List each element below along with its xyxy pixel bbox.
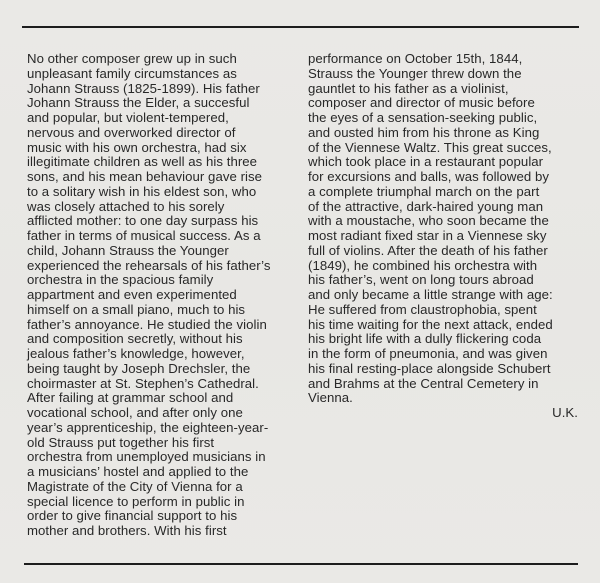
text-line: of the attractive, dark-haired young man [308,198,544,214]
text-line: music with his own orchestra, had six [27,139,247,155]
text-line: the eyes of a sensation-seeking public, [308,110,538,125]
text-line: being taught by Joseph Drechsler, the [27,360,251,376]
text-line: was closely attached to his sorely [27,198,225,214]
text-line: performance on October 15th, 1844, [308,51,523,66]
text-line: full of violins. After the death of his father [308,242,548,258]
text-line: sons, and his mean behaviour gave rise [27,169,263,184]
text-line: orchestra from unemployed musicians in [27,449,266,465]
text-line: order to give financial support to his [27,508,238,524]
text-line: father’s annoyance. He studied the violin [27,316,267,332]
text-line: illegitimate children as well as his three [27,154,258,170]
text-line: father in terms of musical success. As a [27,228,261,243]
text-line: child, Johann Strauss the Younger [27,242,229,258]
text-line: mother and brothers. With his first [27,523,227,538]
text-line: of the Viennese Waltz. This great succes, [308,139,552,155]
text-line: in the form of pneumonia, and was given [308,346,548,361]
text-line: his final resting-place alongside Schubert [308,360,551,376]
text-line: composer and director of music before [308,95,535,111]
author-initials: U.K. [552,405,578,420]
text-line: Johann Strauss (1825-1899). His father [27,80,260,96]
text-line: orchestra in the spacious family [27,272,214,288]
text-line: with a moustache, who soon became the [308,213,549,229]
text-line: He suffered from claustrophobia, spent [308,301,537,317]
text-line: afflicted mother: to one day surpass his [27,213,259,229]
text-line: a complete triumphal march on the part [308,183,540,199]
text-line: and Brahms at the Central Cemetery in [308,375,539,391]
text-line: nervous and overworked director of [27,124,236,140]
text-line: unpleasant family circumstances as [27,65,237,81]
text-line: year’s apprenticeship, the eighteen-year- [27,419,269,435]
text-line: and ousted him from his throne as King [308,124,540,140]
text-line: choirmaster at St. Stephen’s Cathedral. [27,375,259,391]
right-text-column [308,52,578,421]
text-line: No other composer grew up in such [27,51,237,66]
text-line: Johann Strauss the Elder, a succesful [27,95,250,111]
text-line: for excursions and balls, was followed by [308,169,550,184]
text-line: Magistrate of the City of Vienna for a [27,478,243,494]
text-line: gauntlet to his father as a violinist, [308,80,509,96]
text-line: special licence to perform in public in [27,493,245,509]
left-text-column [27,52,303,539]
text-line: Strauss the Younger threw down the [308,65,522,81]
text-line: and popular, but violent-tempered, [27,110,229,125]
text-line: After failing at grammar school and [27,390,234,406]
text-line: his time waiting for the next attack, ended [308,316,553,332]
text-line: a musicians’ hostel and applied to the [27,464,249,479]
text-line: his bright life with a dully flickering coda [308,331,542,347]
text-line: Vienna. [308,390,353,406]
text-line: which took place in a restaurant popular [308,154,544,170]
text-line: most radiant fixed star in a Viennese sky [308,228,547,243]
text-line: himself on a small piano, much to his [27,301,246,317]
top-rule [22,26,579,28]
text-line: to a solitary wish in his eldest son, who [27,183,257,199]
text-line: (1849), he combined his orchestra with [308,257,538,273]
text-line: appartment and even experimented [27,287,237,302]
text-line: and only became a little strange with age: [308,287,553,302]
text-line: vocational school, and after only one [27,405,243,420]
text-line: his father’s, went on long tours abroad [308,272,534,288]
right-column-lines [308,52,578,406]
text-line: and composition secretly, without his [27,331,243,347]
text-line: experienced the rehearsals of his father’s [27,257,271,273]
text-line: jealous father’s knowledge, however, [27,346,245,361]
text-line: old Strauss put together his first [27,434,215,450]
bottom-rule [24,563,578,565]
